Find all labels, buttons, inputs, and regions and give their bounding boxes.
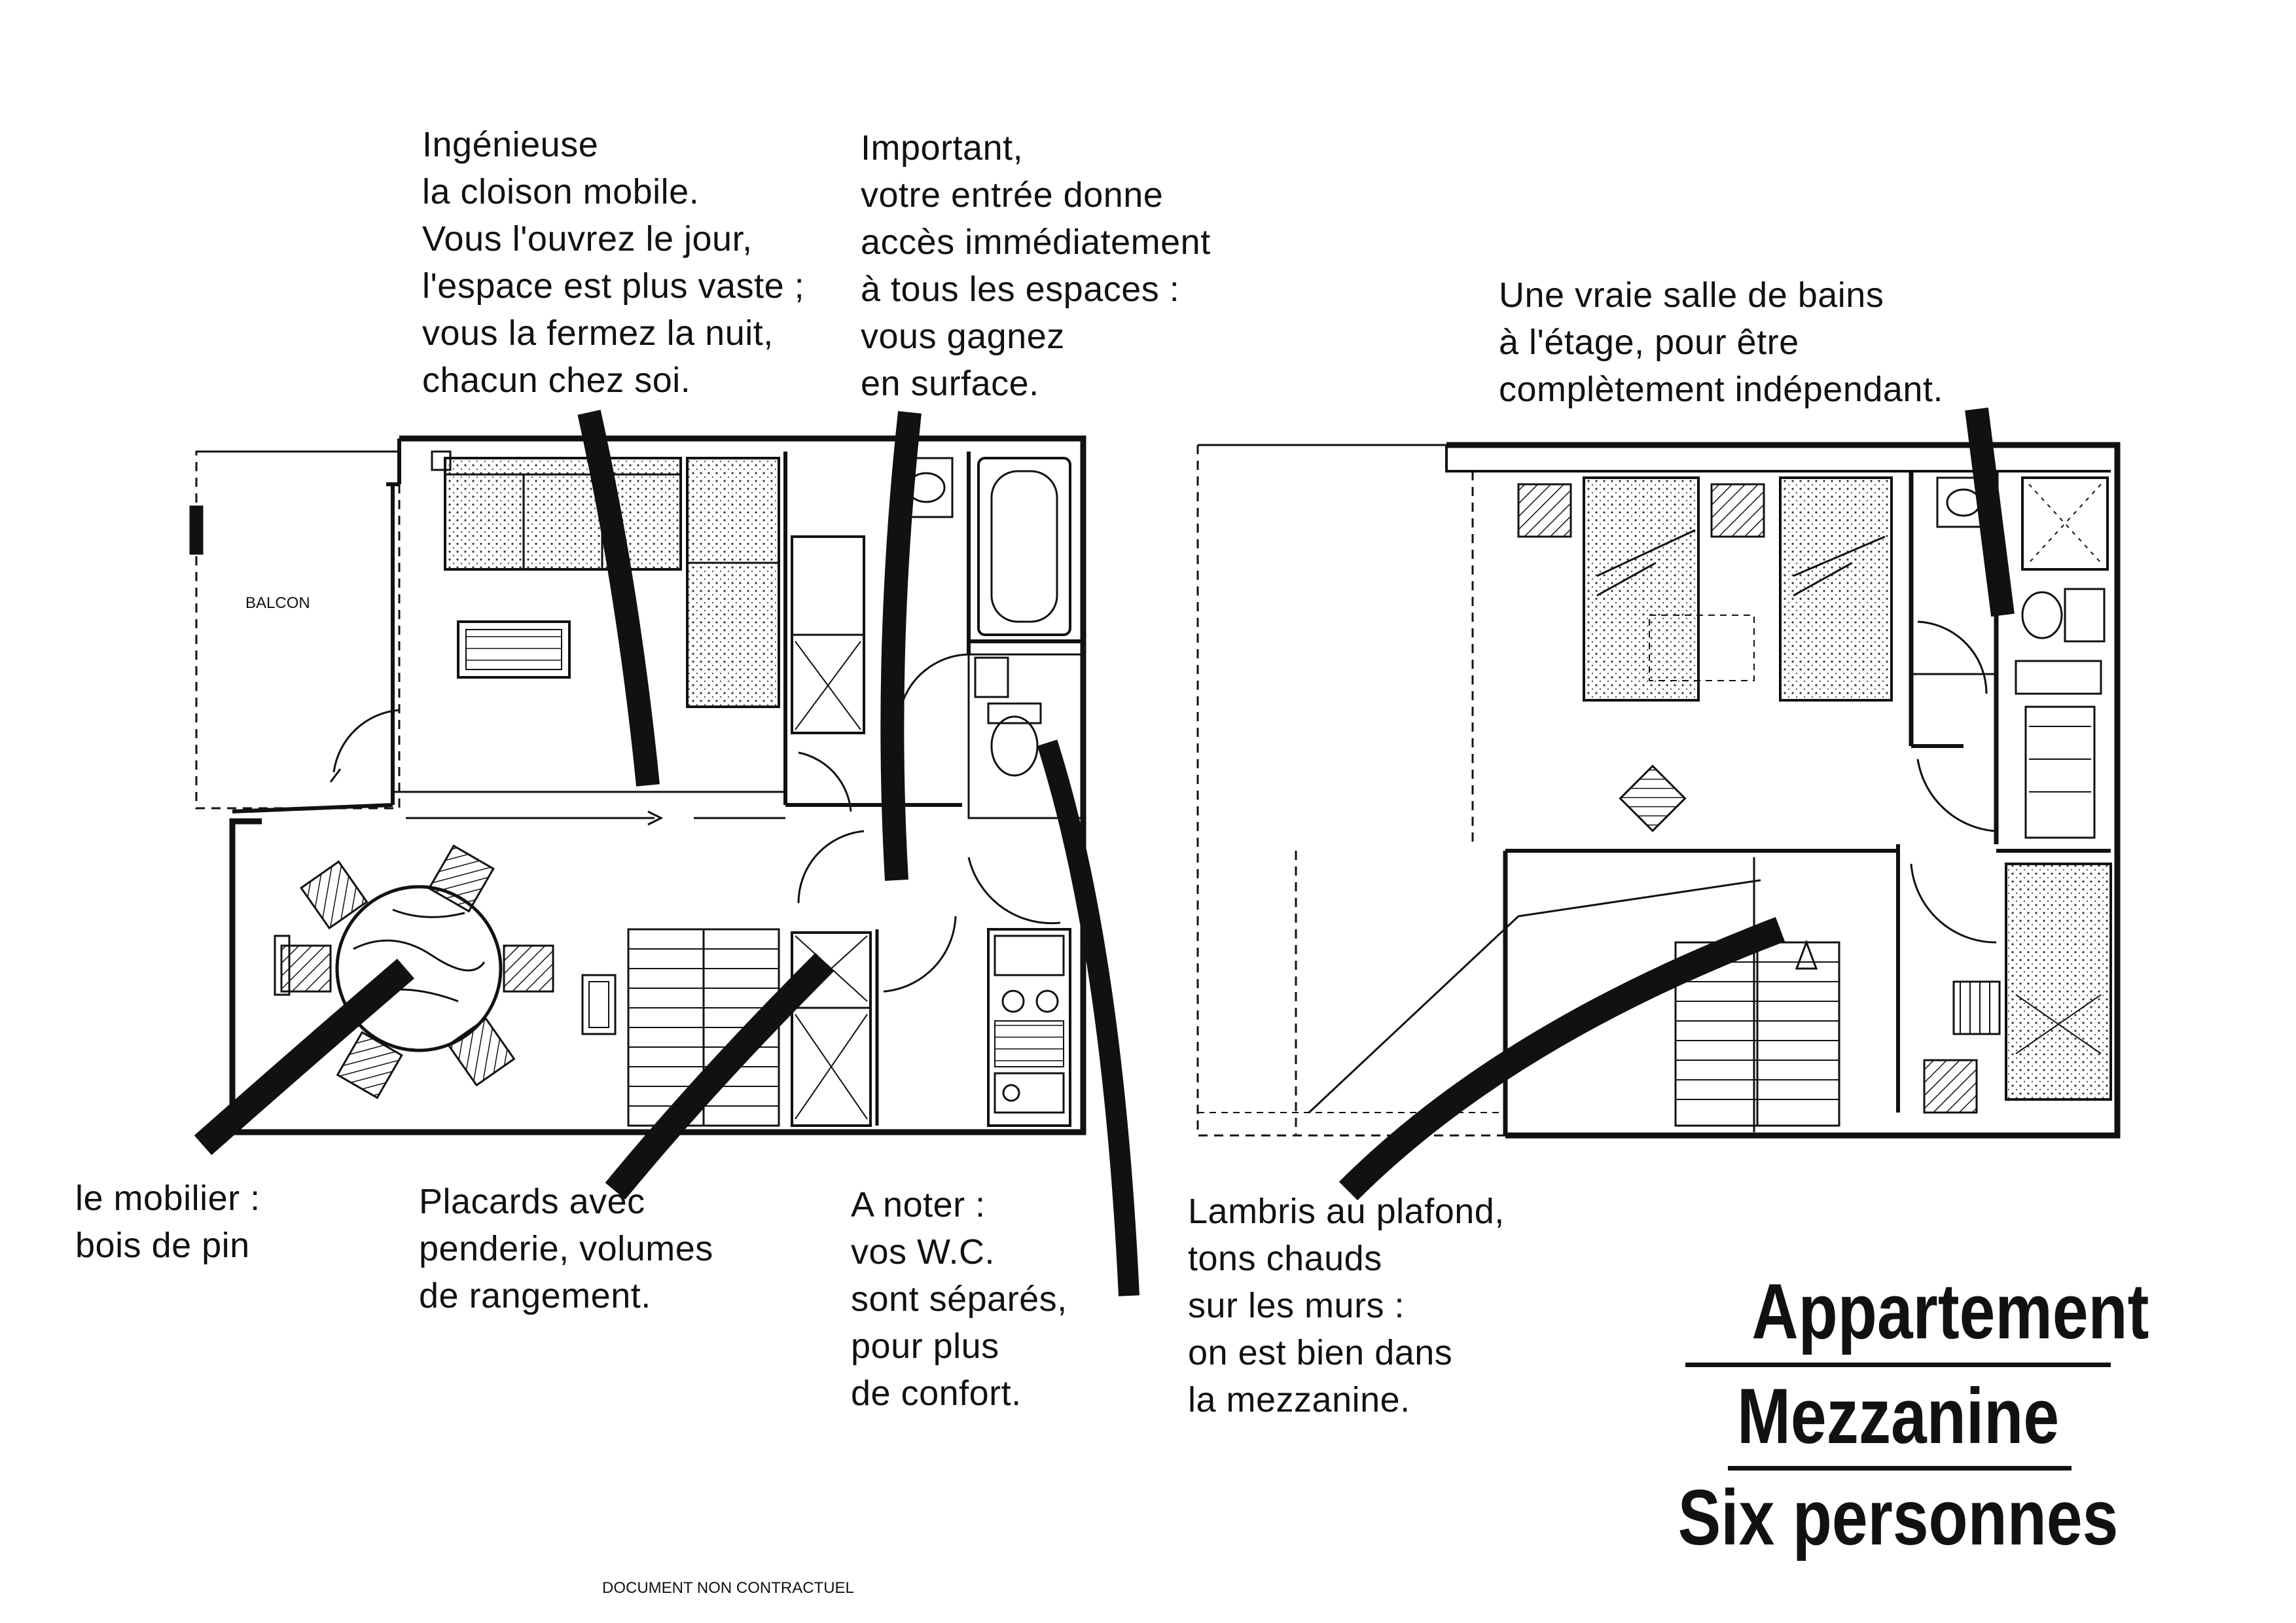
note-separate-wc: A noter : vos W.C. sont séparés, pour plus de confort. bbox=[851, 1185, 1067, 1413]
pointer-entrance bbox=[892, 412, 910, 880]
nightstand bbox=[1712, 484, 1764, 537]
chair bbox=[301, 862, 367, 929]
chair bbox=[504, 946, 553, 991]
wardrobe bbox=[2016, 661, 2101, 694]
note-upstairs-bathroom: Une vraie salle de bains à l'étage, pour être complètement indépendant. bbox=[1499, 276, 1943, 409]
mezzanine-toilet bbox=[2065, 589, 2104, 641]
note-pine-furniture: le mobilier : bois de pin bbox=[75, 1179, 260, 1265]
title-line-2: Mezzanine bbox=[1736, 1372, 2060, 1460]
pointer-bathroom bbox=[1977, 409, 2003, 615]
side-table bbox=[583, 975, 615, 1034]
chair bbox=[338, 1032, 402, 1097]
note-mezzanine-ambience: Lambris au plafond, tons chauds sur les murs : on est bien dans la mezzanine. bbox=[1188, 1192, 1505, 1419]
balcony-railing bbox=[191, 507, 202, 553]
low-table bbox=[1621, 766, 1685, 831]
toilet bbox=[988, 704, 1041, 723]
chair bbox=[448, 1019, 514, 1086]
bunk-bed bbox=[2006, 864, 2111, 1099]
chair bbox=[429, 846, 493, 911]
balcony-label: BALCON bbox=[245, 594, 310, 612]
armchair bbox=[687, 458, 779, 707]
note-closets: Placards avec penderie, volumes de rangement. bbox=[419, 1182, 713, 1315]
title-line-3: Six personnes bbox=[1677, 1474, 2119, 1561]
bed bbox=[1780, 478, 1892, 700]
title-line-1: Appartement bbox=[1751, 1268, 2149, 1355]
disclaimer: DOCUMENT NON CONTRACTUEL bbox=[602, 1579, 854, 1597]
title-underline-1 bbox=[1685, 1363, 2111, 1367]
nightstand bbox=[1518, 484, 1571, 537]
balcony-outline bbox=[196, 452, 399, 808]
nightstand bbox=[1924, 1060, 1977, 1113]
note-movable-partition: Ingénieuse la cloison mobile. Vous l'ouvrez le jour, l'espace est plus vaste ; vous la fermez la nuit, chacun chez soi. bbox=[422, 125, 805, 400]
bed bbox=[1584, 478, 1698, 700]
note-entrance: Important, votre entrée donne accès immédiatement à tous les espaces : vous gagnez en surface. bbox=[861, 128, 1211, 403]
mezzanine-plan bbox=[1198, 445, 2117, 1135]
title-underline-2 bbox=[1728, 1466, 2072, 1471]
closet bbox=[792, 933, 870, 1126]
